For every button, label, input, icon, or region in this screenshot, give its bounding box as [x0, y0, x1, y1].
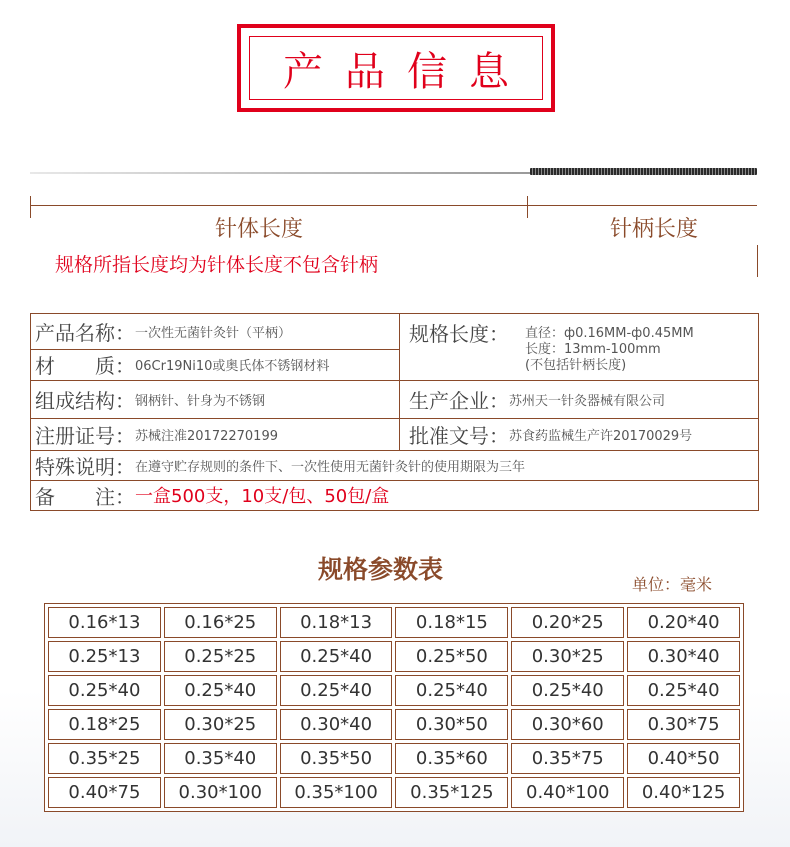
- remarks-row: [35, 480, 389, 510]
- registration-label: 注册证号：: [35, 423, 135, 448]
- registration-value: 苏械注准20172270199: [135, 428, 278, 444]
- handle-length-label: 针柄长度: [610, 217, 699, 242]
- spec-table-title: 规格参数表: [318, 555, 444, 584]
- material-value: 06Cr19Ni10或奥氏体不锈钢材料: [135, 359, 330, 374]
- spec-cell: 0.25*40: [164, 675, 277, 706]
- composition-value: 钢柄针、针身为不锈钢: [135, 393, 266, 409]
- material-label: 材 质：: [35, 354, 135, 378]
- spec-cell: 0.25*25: [164, 641, 277, 672]
- spec-cell: 0.35*50: [280, 743, 393, 774]
- spec-cell: 0.25*40: [280, 675, 393, 706]
- spec-cell: 0.25*40: [280, 641, 393, 672]
- product-name-value: 一次性无菌针灸针（平柄）: [135, 326, 292, 341]
- spec-cell: 0.30*25: [164, 709, 277, 740]
- product-name-label: 产品名称：: [35, 321, 135, 345]
- spec-cell: 0.25*40: [627, 675, 740, 706]
- spec-cell: 0.35*25: [48, 743, 161, 774]
- spec-cell: 0.25*50: [395, 641, 508, 672]
- table-row: [48, 675, 740, 706]
- needle-handle-illustration: [530, 168, 757, 175]
- spec-cell: 0.18*13: [280, 607, 393, 638]
- spec-cell: 0.25*13: [48, 641, 161, 672]
- title-frame: [237, 24, 555, 112]
- spec-cell: 0.16*25: [164, 607, 277, 638]
- needle-body-illustration: [30, 172, 530, 174]
- spec-cell: 0.25*40: [395, 675, 508, 706]
- spec-cell: 0.40*100: [511, 777, 624, 808]
- spec-cell: 0.30*75: [627, 709, 740, 740]
- manufacturer-label: 生产企业：: [409, 388, 509, 413]
- table-row: [48, 777, 740, 808]
- spec-table: [44, 603, 744, 812]
- spec-length-label: 规格长度：: [409, 322, 509, 346]
- approval-value: 苏食药监械生产许20170029号: [509, 428, 693, 444]
- product-name-row: [35, 314, 291, 349]
- table-row: [48, 607, 740, 638]
- spec-length-row: [409, 318, 509, 348]
- spec-cell: 0.40*75: [48, 777, 161, 808]
- special-note-value: 在遵守贮存规则的条件下、一次性使用无菌针灸针的使用期限为三年: [135, 459, 526, 475]
- body-length-label: 针体长度: [215, 217, 304, 242]
- spec-cell: 0.25*40: [48, 675, 161, 706]
- material-row: [35, 349, 329, 380]
- spec-cell: 0.18*15: [395, 607, 508, 638]
- spec-cell: 0.30*100: [164, 777, 277, 808]
- product-info-table: [30, 313, 759, 511]
- dimension-tick-middle: [527, 196, 528, 218]
- spec-diameter: 直径：ф0.16MM-ф0.45MM: [525, 326, 694, 341]
- special-note-row: [35, 450, 525, 480]
- spec-cell: 0.30*40: [280, 709, 393, 740]
- remarks-value: 一盒500支，10支/包、50包/盒: [135, 486, 390, 507]
- registration-row: [35, 418, 278, 450]
- spec-length-values: [525, 326, 694, 374]
- dimension-line: [30, 205, 757, 206]
- remarks-label: 备 注：: [35, 484, 135, 509]
- dimension-tick-right: [757, 245, 758, 277]
- approval-row: [409, 418, 692, 450]
- length-note: 规格所指长度均为针体长度不包含针柄: [55, 254, 379, 276]
- table-row: [48, 641, 740, 672]
- composition-label: 组成结构：: [35, 388, 135, 413]
- spec-cell: 0.35*75: [511, 743, 624, 774]
- composition-row: [35, 380, 265, 418]
- spec-table-unit: 单位：毫米: [632, 575, 713, 594]
- special-note-label: 特殊说明：: [35, 454, 135, 479]
- dimension-tick-left: [30, 196, 31, 218]
- spec-cell: 0.30*60: [511, 709, 624, 740]
- spec-cell: 0.25*40: [511, 675, 624, 706]
- spec-cell: 0.40*125: [627, 777, 740, 808]
- table-row: [48, 709, 740, 740]
- spec-cell: 0.30*50: [395, 709, 508, 740]
- spec-cell: 0.40*50: [627, 743, 740, 774]
- manufacturer-row: [409, 380, 665, 418]
- spec-cell: 0.30*40: [627, 641, 740, 672]
- spec-cell: 0.18*25: [48, 709, 161, 740]
- spec-cell: 0.30*25: [511, 641, 624, 672]
- approval-label: 批准文号：: [409, 423, 509, 448]
- spec-cell: 0.20*25: [511, 607, 624, 638]
- spec-cell: 0.35*125: [395, 777, 508, 808]
- table-row: [48, 743, 740, 774]
- spec-cell: 0.35*40: [164, 743, 277, 774]
- spec-length: 长度：13mm-100mm: [525, 342, 661, 357]
- spec-length-note: (不包括针柄长度): [525, 358, 627, 373]
- spec-cell: 0.20*40: [627, 607, 740, 638]
- spec-cell: 0.16*13: [48, 607, 161, 638]
- page-title: 产品信息: [283, 48, 531, 95]
- manufacturer-value: 苏州天一针灸器械有限公司: [509, 393, 666, 409]
- spec-cell: 0.35*100: [280, 777, 393, 808]
- spec-cell: 0.35*60: [395, 743, 508, 774]
